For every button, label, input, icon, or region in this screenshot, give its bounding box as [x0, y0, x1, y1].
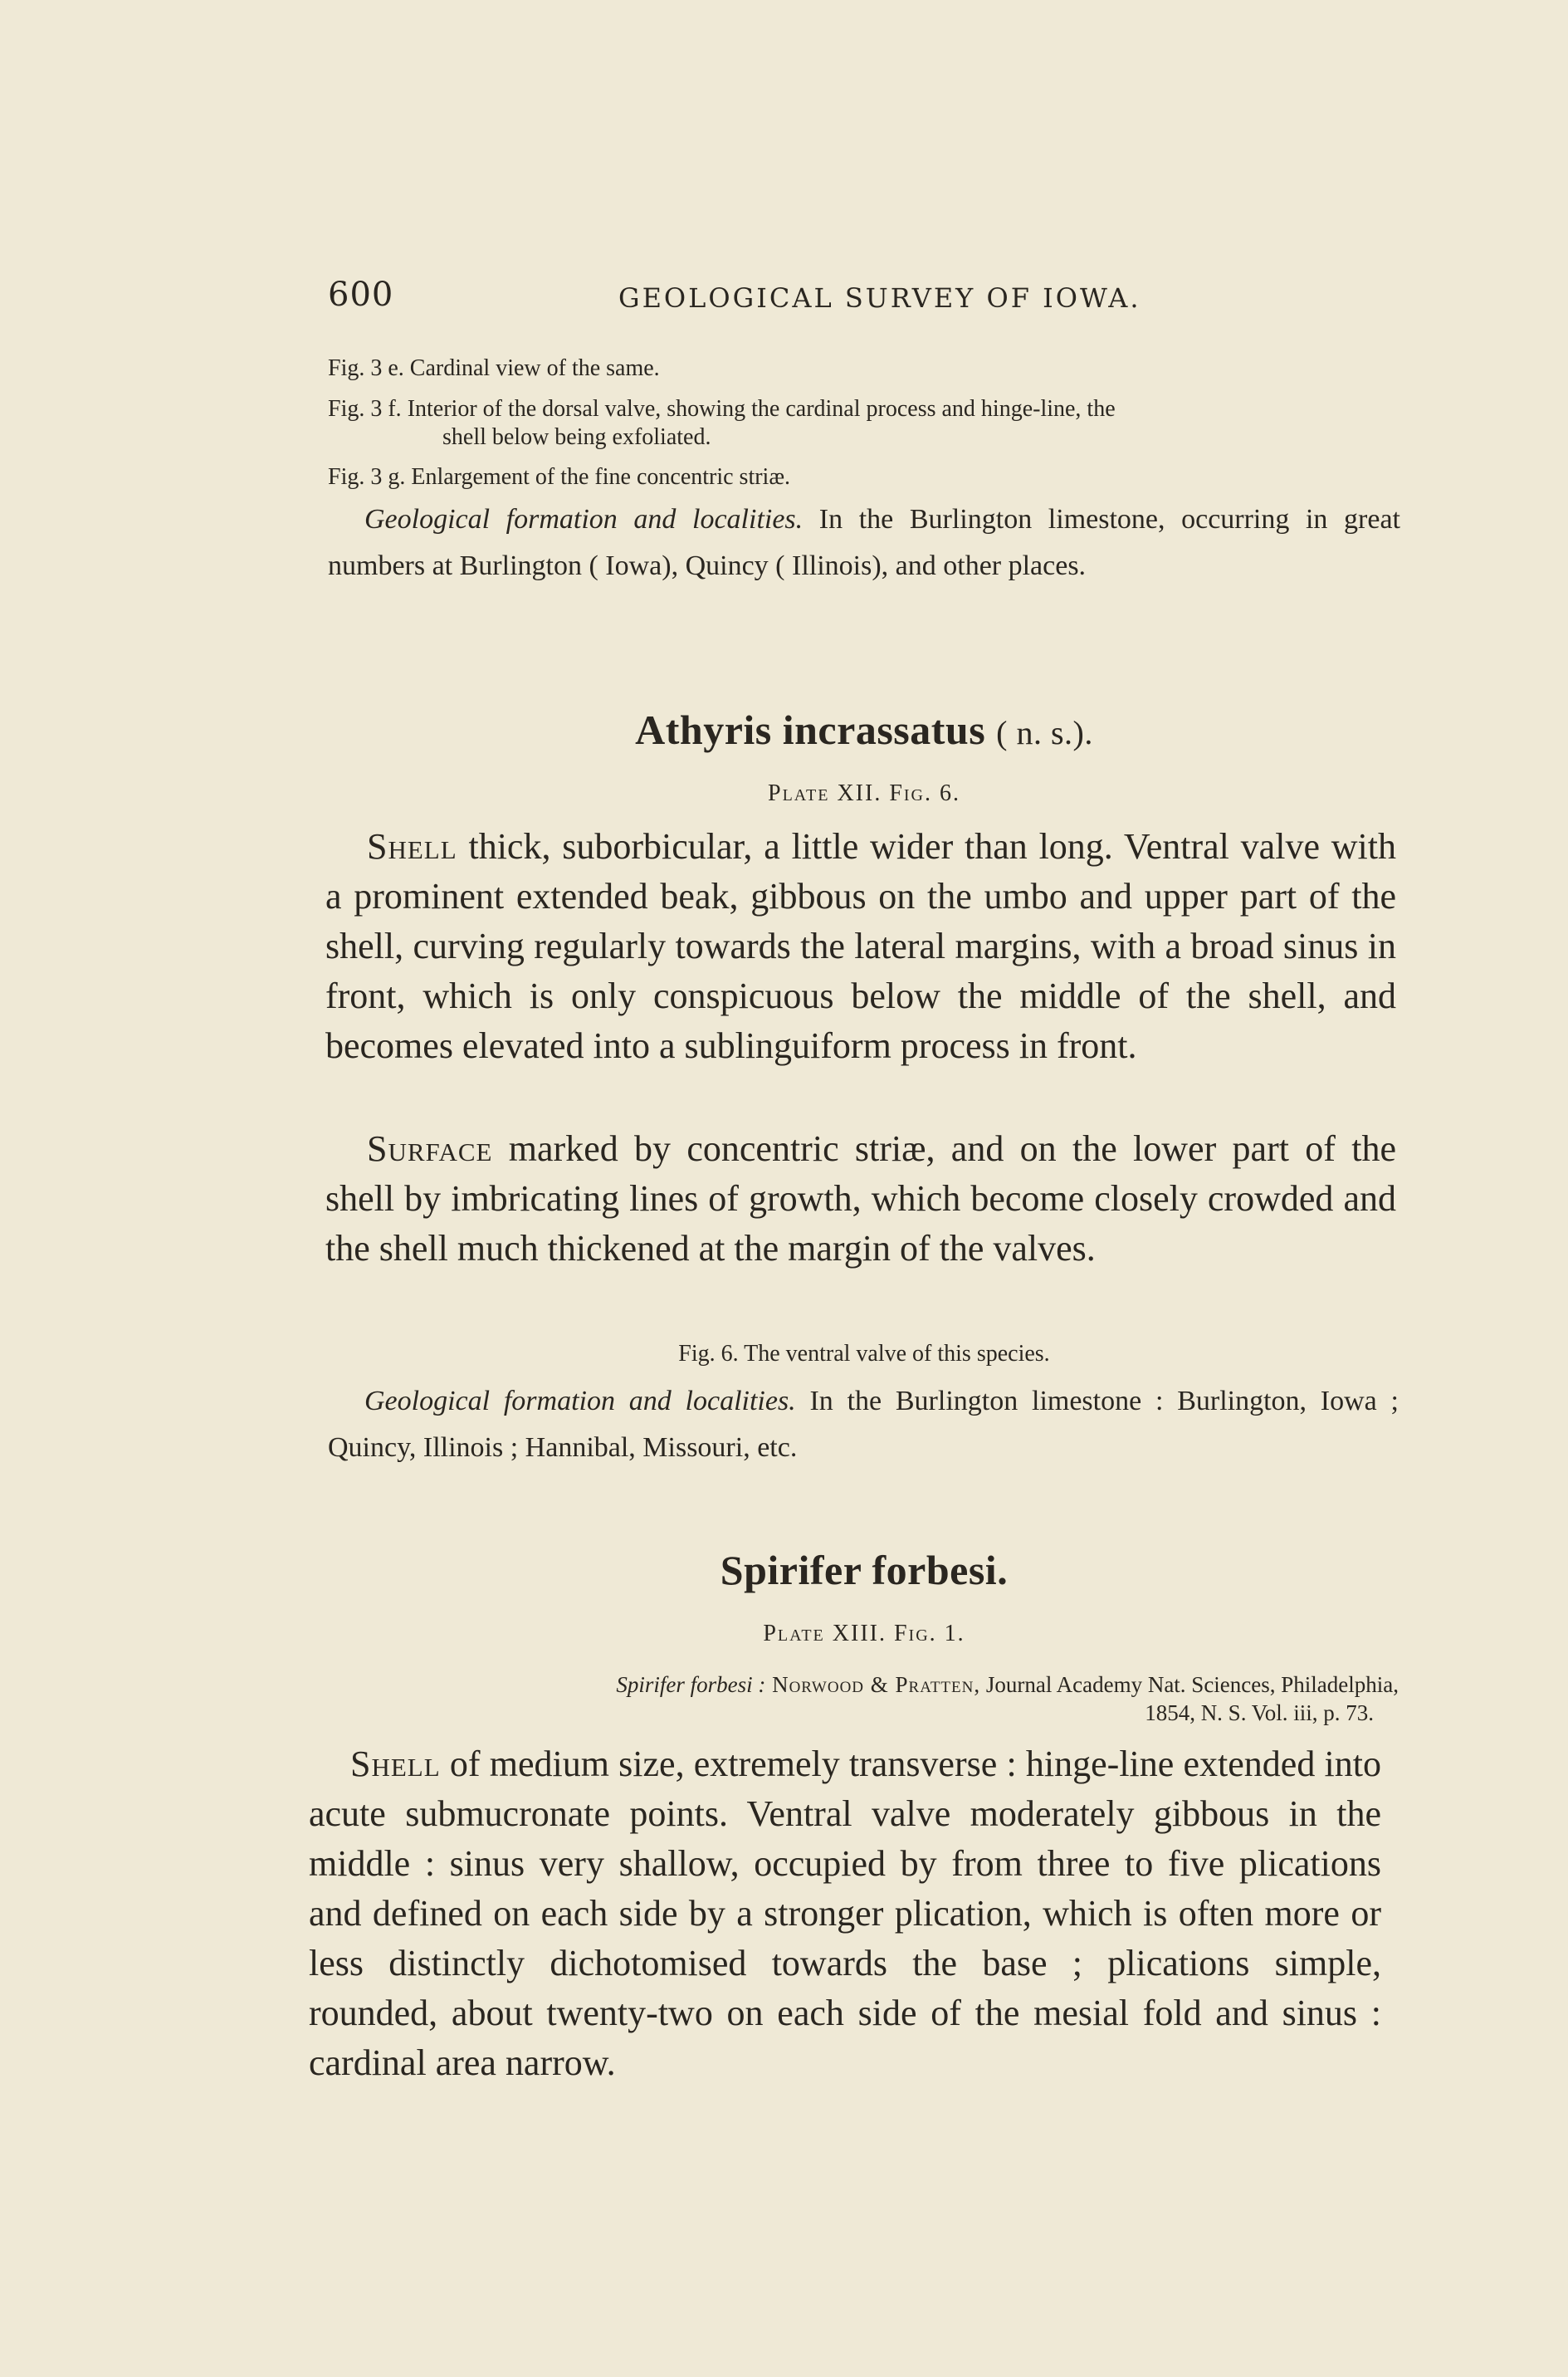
figure-caption-3f — [328, 394, 1407, 425]
species-title-tail: ( n. s.). — [996, 714, 1093, 751]
locality-label: Geological formation and localities. — [364, 504, 804, 535]
shell-lead: Shell — [367, 826, 457, 867]
surface-text: marked by concentric striæ, and on the lower part of the shell by imbricating lines of growth, which become closely crowded and the shell much thickened at the margin of the valves. — [325, 1128, 1396, 1269]
reference-name: Spirifer forbesi : — [616, 1672, 766, 1697]
figure-text: Enlargement of the fine concentric striæ. — [411, 464, 791, 490]
synonymy-reference-cont: 1854, N. S. Vol. iii, p. 73. — [1145, 1700, 1374, 1725]
species-title: Athyris incrassatus — [635, 707, 986, 753]
species-heading-athyris — [328, 706, 1400, 754]
synonymy-reference — [344, 1670, 1399, 1699]
shell-description — [325, 822, 1396, 1071]
shell-lead: Shell — [350, 1744, 441, 1784]
locality-text: In the Burlington limestone, occurring in great numbers at Burlington ( Iowa), Quincy ( Illinois), and other places. — [328, 504, 1400, 581]
figure-caption-6: Fig. 6. The ventral valve of this species. — [678, 1341, 1050, 1367]
plate-reference: Plate XIII. Fig. 1. — [763, 1621, 965, 1646]
locality-paragraph-2 — [328, 1378, 1399, 1471]
figure-text: Interior of the dorsal valve, showing the cardinal process and hinge-line, the — [407, 396, 1116, 422]
locality-label: Geological formation and localities. — [364, 1386, 796, 1416]
reference-journal: Journal Academy Nat. Sciences, Philadelphia, — [980, 1672, 1399, 1697]
surface-description — [325, 1124, 1396, 1274]
figure-caption-3g — [328, 462, 1407, 493]
species-heading-spirifer: Spirifer forbesi. — [720, 1547, 1009, 1593]
figure-label: Fig. 3 g. — [328, 464, 406, 490]
figure-caption-3f-cont: shell below being exfoliated. — [442, 424, 711, 450]
shell-text: of medium size, extremely transverse : hinge-line extended into acute submucronate points. Ventral valve moderately gibbous in the middle : sinus very shallow, occupied by from three to five plications and defined on each side by a stronger plication, which is often more or less distinctly dichotomised towards the base ; plications simple, rounded, about twenty-two on each side of the mesial fold and sinus : cardinal area narrow. — [309, 1744, 1381, 2083]
plate-reference: Plate XII. Fig. 6. — [768, 780, 960, 806]
figure-label: Fig. 3 f. — [328, 396, 402, 422]
figure-text: Cardinal view of the same. — [409, 355, 660, 381]
figure-label: Fig. 3 e. — [328, 355, 404, 381]
shell-description-spirifer — [309, 1739, 1381, 2088]
page-number: 600 — [328, 276, 394, 314]
locality-paragraph-1 — [328, 496, 1400, 589]
running-title: GEOLOGICAL SURVEY OF IOWA. — [618, 282, 1141, 314]
reference-authors: Norwood & Pratten, — [765, 1672, 981, 1697]
shell-text: thick, suborbicular, a little wider than long. Ventral valve with a prominent extended beak, gibbous on the umbo and upper part of the shell, curving regularly towards the lateral margins, with a broad sinus in front, which is only conspicuous below the middle of the shell, and becomes elevated into a sublinguiform process in front. — [325, 826, 1396, 1066]
surface-lead: Surface — [367, 1128, 493, 1169]
locality-text: In the Burlington limestone : Burlington, Iowa ; Quincy, Illinois ; Hannibal, Missouri, etc. — [328, 1386, 1399, 1463]
figure-caption-3e — [328, 353, 1407, 384]
